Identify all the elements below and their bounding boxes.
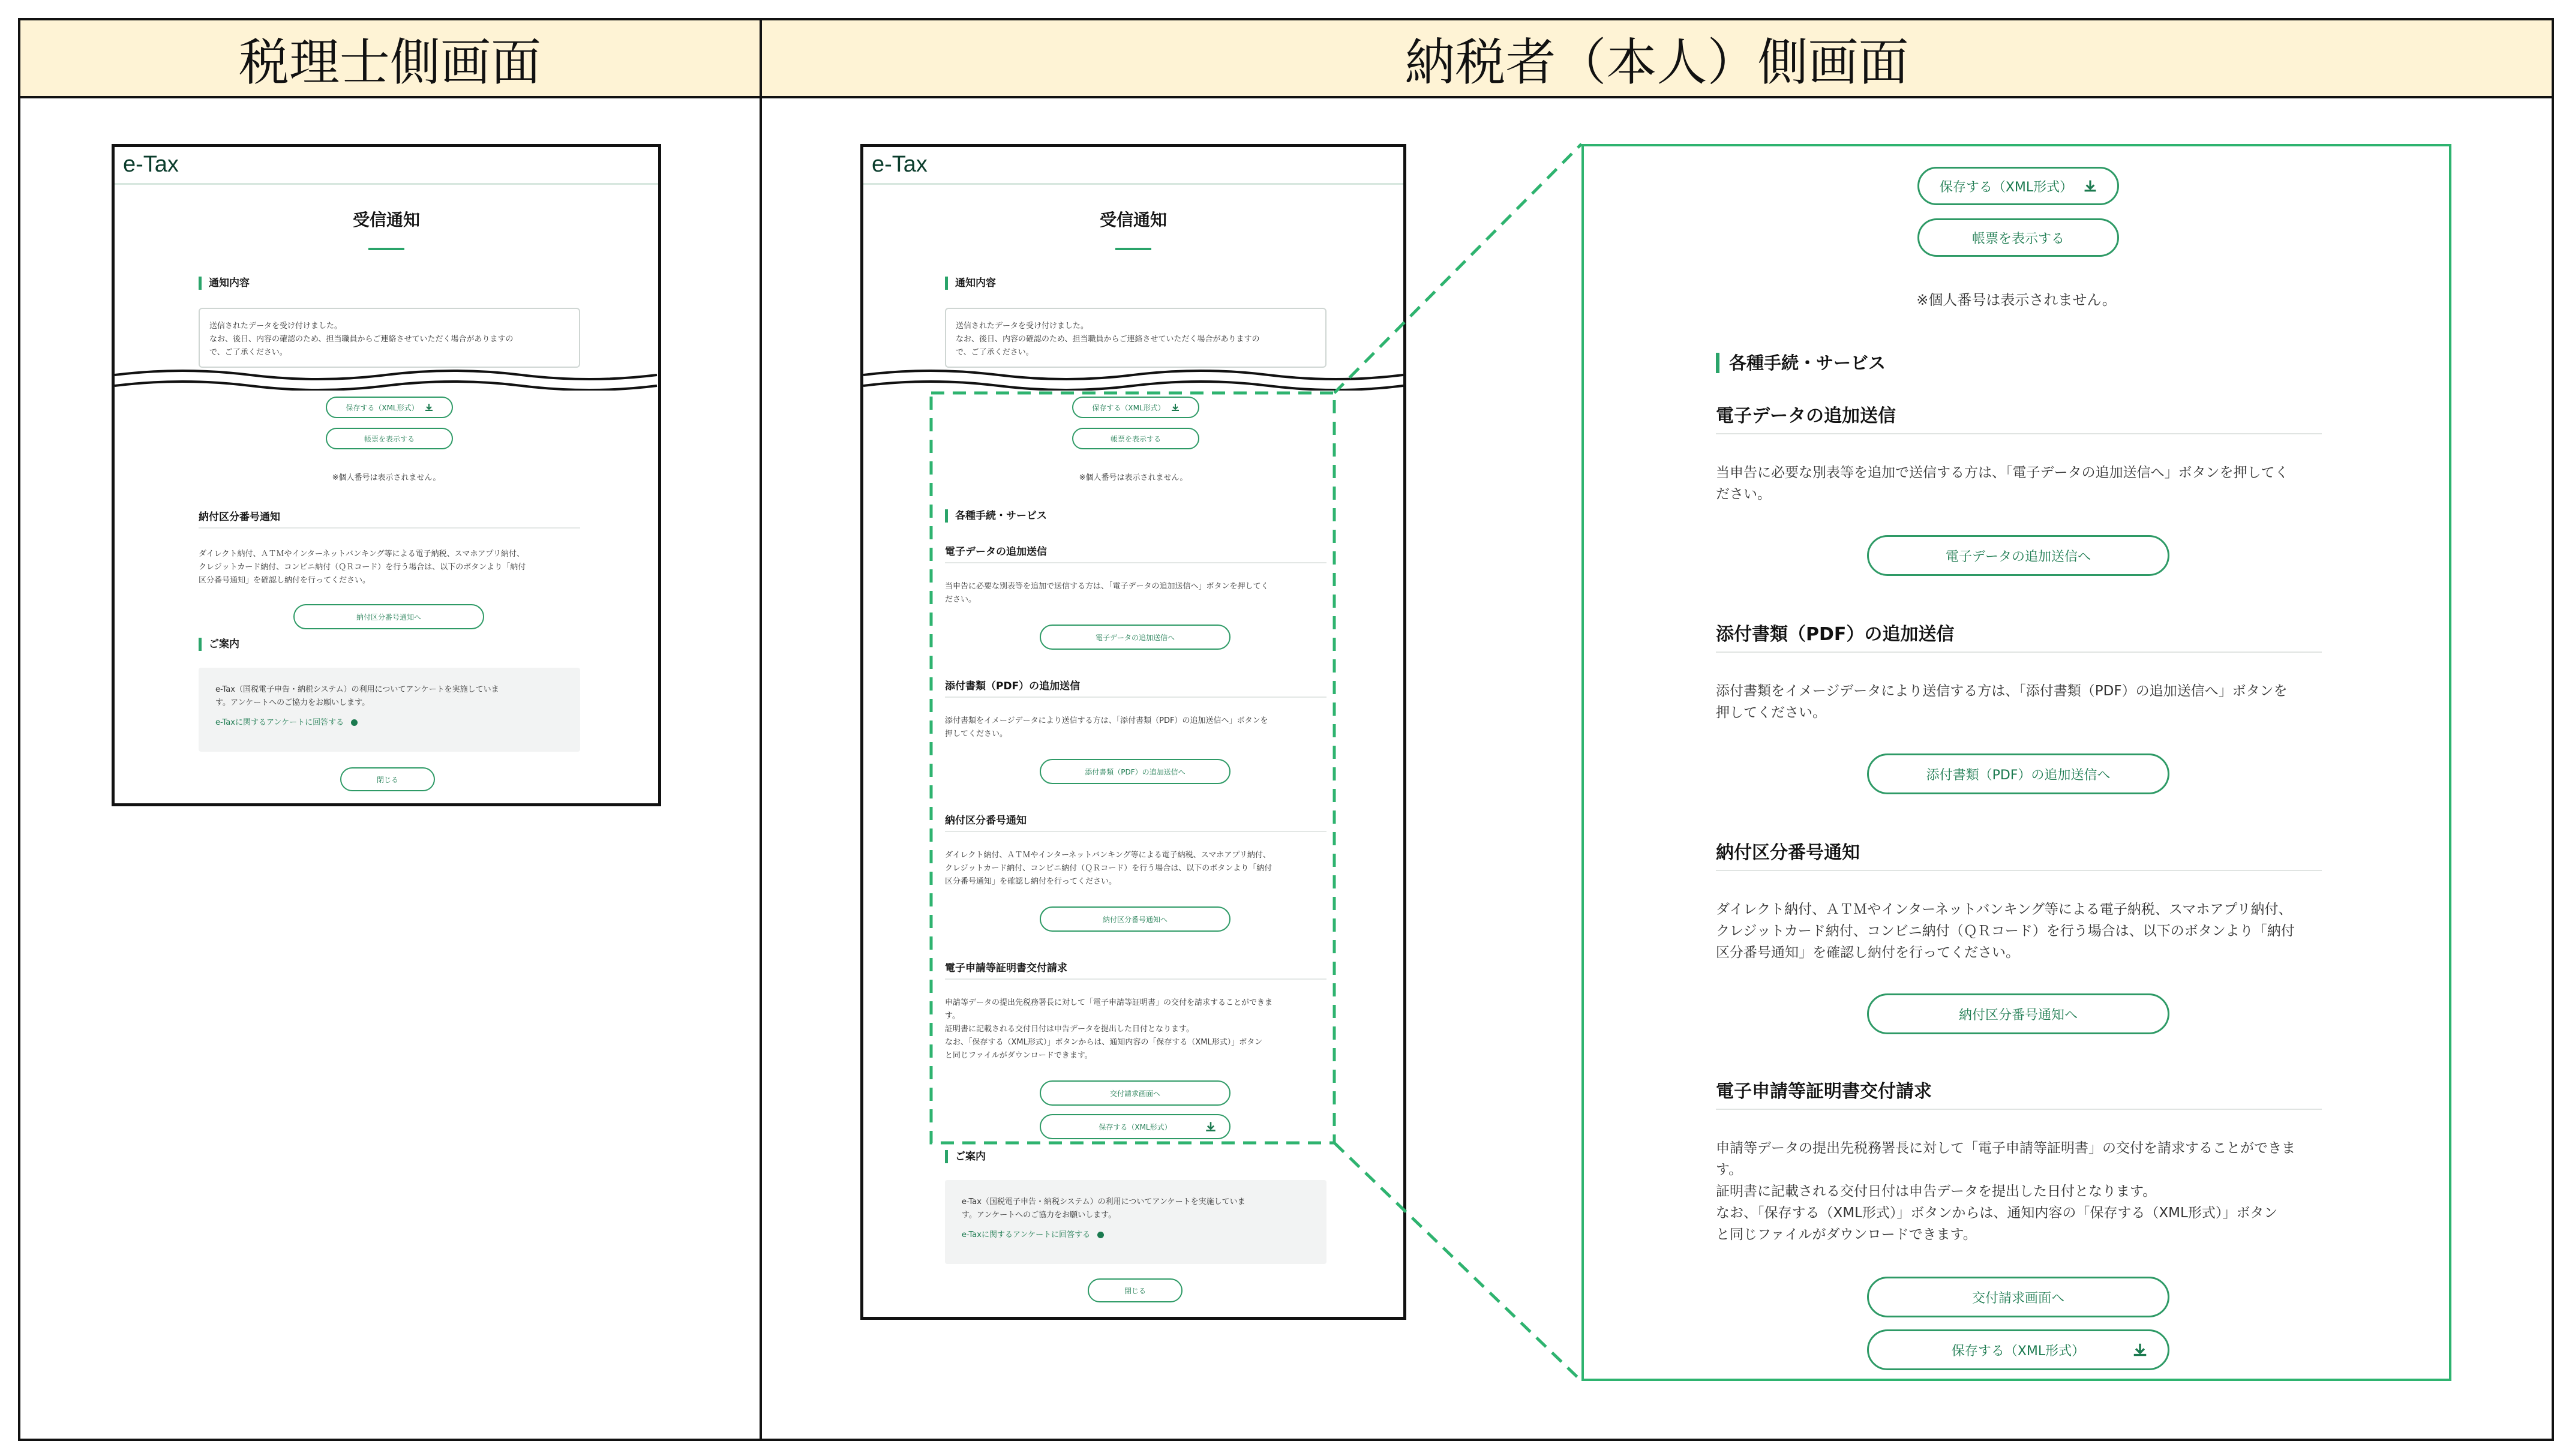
pdf-button-label: 添付書類（PDF）の追加送信へ bbox=[1085, 767, 1186, 776]
payment-text3: 区分番号通知」を確認し納付を行ってください。 bbox=[199, 576, 371, 585]
pdf-text2: 押してください。 bbox=[1716, 705, 1826, 721]
survey-link-label: e-Taxに関するアンケートに回答する bbox=[215, 718, 344, 727]
payment-button[interactable] bbox=[1867, 993, 2169, 1034]
services-heading: 各種手続・サービス bbox=[945, 509, 1047, 523]
cert-text2: す。 bbox=[945, 1011, 960, 1020]
add-data-text2: ださい。 bbox=[1716, 487, 1771, 502]
guide-heading: ご案内 bbox=[945, 1150, 986, 1163]
zoom-panel bbox=[1581, 144, 2451, 1381]
header-taxpayer-label: 納税者（本人）側画面 bbox=[1404, 32, 1909, 92]
payment-button-label: 納付区分番号通知へ bbox=[356, 613, 421, 622]
page-title: 受信通知 bbox=[1099, 210, 1167, 230]
add-data-button-label: 電子データの追加送信へ bbox=[1095, 633, 1175, 642]
save-xml-label: 保存する（XML形式） bbox=[346, 403, 419, 412]
connector-bottom bbox=[1334, 1143, 1581, 1381]
payment-rule bbox=[1716, 870, 2322, 871]
notice-line1: 送信されたデータを受け付けました。 bbox=[956, 322, 1089, 331]
payment-text1: ダイレクト納付、ＡＴＭやインターネットバンキング等による電子納税、スマホアプリ納付、 bbox=[945, 851, 1271, 860]
cert-save-xml-label: 保存する（XML形式） bbox=[1951, 1343, 2085, 1359]
close-label: 閉じる bbox=[1124, 1286, 1146, 1295]
highlight-region bbox=[931, 393, 1334, 1143]
show-form-label: 帳票を表示する bbox=[1110, 434, 1161, 443]
notice-line2: なお、後日、内容の確認のため、担当職員からご連絡させていただく場合がありますの bbox=[956, 335, 1260, 344]
payment-text1: ダイレクト納付、ＡＴＭやインターネットバンキング等による電子納税、スマホアプリ納付、 bbox=[199, 550, 524, 559]
guide-text2: す。アンケートへのご協力をお願いします。 bbox=[215, 698, 370, 707]
etax-logo: e-Tax bbox=[872, 152, 928, 177]
show-form-button[interactable] bbox=[1917, 218, 2119, 257]
add-data-button[interactable] bbox=[1867, 535, 2169, 576]
guide-text1: e-Tax（国税電子申告・納税システム）の利用についてアンケートを実施していま bbox=[215, 685, 499, 694]
services-heading: 各種手続・サービス bbox=[1716, 353, 1886, 373]
cert-request-button[interactable] bbox=[1867, 1277, 2169, 1317]
payment-button-label: 納付区分番号通知へ bbox=[1102, 915, 1168, 924]
survey-link-label: e-Taxに関するアンケートに回答する bbox=[962, 1230, 1091, 1239]
add-data-heading: 電子データの追加送信 bbox=[945, 546, 1047, 558]
mynumber-note: ※個人番号は表示されません。 bbox=[332, 473, 441, 482]
close-label: 閉じる bbox=[376, 775, 398, 784]
notice-line3: で、ご了承ください。 bbox=[209, 348, 287, 357]
cert-text3: 証明書に記載される交付日付は申告データを提出した日付となります。 bbox=[1716, 1184, 2157, 1199]
pdf-text2: 押してください。 bbox=[945, 729, 1008, 738]
cert-request-label: 交付請求画面へ bbox=[1971, 1290, 2064, 1306]
payment-text2: クレジットカード納付、コンビニ納付（ＱＲコード）を行う場合は、以下のボタンより「納付 bbox=[1716, 923, 2295, 939]
pdf-text1: 添付書類をイメージデータにより送信する方は、「添付書類（PDF）の追加送信へ」ボタンを bbox=[1716, 683, 2288, 699]
show-form-label: 帳票を表示する bbox=[1971, 231, 2064, 247]
cert-save-xml-button[interactable] bbox=[1867, 1329, 2169, 1370]
cert-heading: 電子申請等証明書交付請求 bbox=[945, 962, 1067, 974]
guide-text1: e-Tax（国税電子申告・納税システム）の利用についてアンケートを実施していま bbox=[962, 1197, 1246, 1206]
guide-text2: す。アンケートへのご協力をお願いします。 bbox=[962, 1211, 1117, 1220]
payment-text2: クレジットカード納付、コンビニ納付（ＱＲコード）を行う場合は、以下のボタンより「納付 bbox=[945, 864, 1273, 873]
cert-text4: なお、「保存する（XML形式）」ボタンからは、通知内容の「保存する（XML形式）」ボタン bbox=[945, 1038, 1263, 1047]
payment-heading: 納付区分番号通知 bbox=[1716, 842, 1860, 863]
pdf-button-label: 添付書類（PDF）の追加送信へ bbox=[1926, 767, 2111, 783]
cert-rule bbox=[1716, 1109, 2322, 1110]
notice-line3: で、ご了承ください。 bbox=[956, 348, 1034, 357]
save-xml-label: 保存する（XML形式） bbox=[1092, 403, 1165, 412]
pdf-heading: 添付書類（PDF）の追加送信 bbox=[1716, 624, 1955, 645]
cert-text3: 証明書に記載される交付日付は申告データを提出した日付となります。 bbox=[945, 1025, 1194, 1034]
cert-text5: と同じファイルがダウンロードできます。 bbox=[1716, 1227, 1977, 1242]
save-xml-button[interactable] bbox=[1917, 167, 2119, 205]
add-data-text1: 当申告に必要な別表等を追加で送信する方は、「電子データの追加送信へ」ボタンを押してく bbox=[945, 582, 1269, 591]
header-tax-accountant-label: 税理士側画面 bbox=[238, 32, 541, 92]
add-data-text2: ださい。 bbox=[945, 595, 977, 604]
pdf-rule bbox=[1716, 652, 2322, 653]
cert-text2: す。 bbox=[1716, 1162, 1743, 1178]
add-data-button-label: 電子データの追加送信へ bbox=[1945, 549, 2091, 565]
payment-text1: ダイレクト納付、ＡＴＭやインターネットバンキング等による電子納税、スマホアプリ納付、 bbox=[1716, 902, 2292, 917]
page-title: 受信通知 bbox=[352, 210, 420, 230]
cert-text5: と同じファイルがダウンロードできます。 bbox=[945, 1051, 1093, 1060]
payment-text3: 区分番号通知」を確認し納付を行ってください。 bbox=[1716, 945, 2019, 960]
notice-line1: 送信されたデータを受け付けました。 bbox=[209, 322, 343, 331]
mynumber-note: ※個人番号は表示されません。 bbox=[1079, 473, 1188, 482]
notice-heading: 通知内容 bbox=[945, 277, 996, 290]
cert-save-xml-label: 保存する（XML形式） bbox=[1099, 1122, 1172, 1131]
payment-heading: 納付区分番号通知 bbox=[945, 815, 1027, 827]
connector-top bbox=[1334, 144, 1581, 393]
payment-button-label: 納付区分番号通知へ bbox=[1958, 1007, 2078, 1023]
download-icon bbox=[2084, 179, 2097, 193]
pdf-button[interactable] bbox=[1867, 753, 2169, 794]
download-icon bbox=[2133, 1343, 2147, 1357]
cert-text1: 申請等データの提出先税務署長に対して「電子申請等証明書」の交付を請求することができま bbox=[1716, 1140, 2295, 1156]
cert-text4: なお、「保存する（XML形式）」ボタンからは、通知内容の「保存する（XML形式）」ボタン bbox=[1716, 1205, 2278, 1221]
notice-heading: 通知内容 bbox=[199, 277, 250, 290]
payment-text3: 区分番号通知」を確認し納付を行ってください。 bbox=[945, 877, 1117, 886]
add-data-text1: 当申告に必要な別表等を追加で送信する方は、「電子データの追加送信へ」ボタンを押してく bbox=[1716, 465, 2289, 481]
payment-text2: クレジットカード納付、コンビニ納付（ＱＲコード）を行う場合は、以下のボタンより「納付 bbox=[199, 563, 526, 572]
pdf-text1: 添付書類をイメージデータにより送信する方は、「添付書類（PDF）の追加送信へ」ボタンを bbox=[945, 716, 1268, 725]
pdf-heading: 添付書類（PDF）の追加送信 bbox=[945, 680, 1081, 692]
add-data-heading: 電子データの追加送信 bbox=[1716, 406, 1896, 427]
etax-logo: e-Tax bbox=[123, 152, 179, 177]
save-xml-label: 保存する（XML形式） bbox=[1939, 179, 2073, 195]
add-data-rule bbox=[1716, 433, 2322, 434]
guide-heading: ご案内 bbox=[199, 638, 239, 651]
cert-text1: 申請等データの提出先税務署長に対して「電子申請等証明書」の交付を請求することができま bbox=[945, 998, 1273, 1007]
payment-heading: 納付区分番号通知 bbox=[199, 511, 280, 523]
cert-request-label: 交付請求画面へ bbox=[1109, 1089, 1160, 1098]
notice-line2: なお、後日、内容の確認のため、担当職員からご連絡させていただく場合がありますの bbox=[209, 335, 514, 344]
cert-heading: 電子申請等証明書交付請求 bbox=[1716, 1081, 1932, 1102]
mynumber-note: ※個人番号は表示されません。 bbox=[1916, 292, 2117, 308]
show-form-label: 帳票を表示する bbox=[364, 434, 415, 443]
